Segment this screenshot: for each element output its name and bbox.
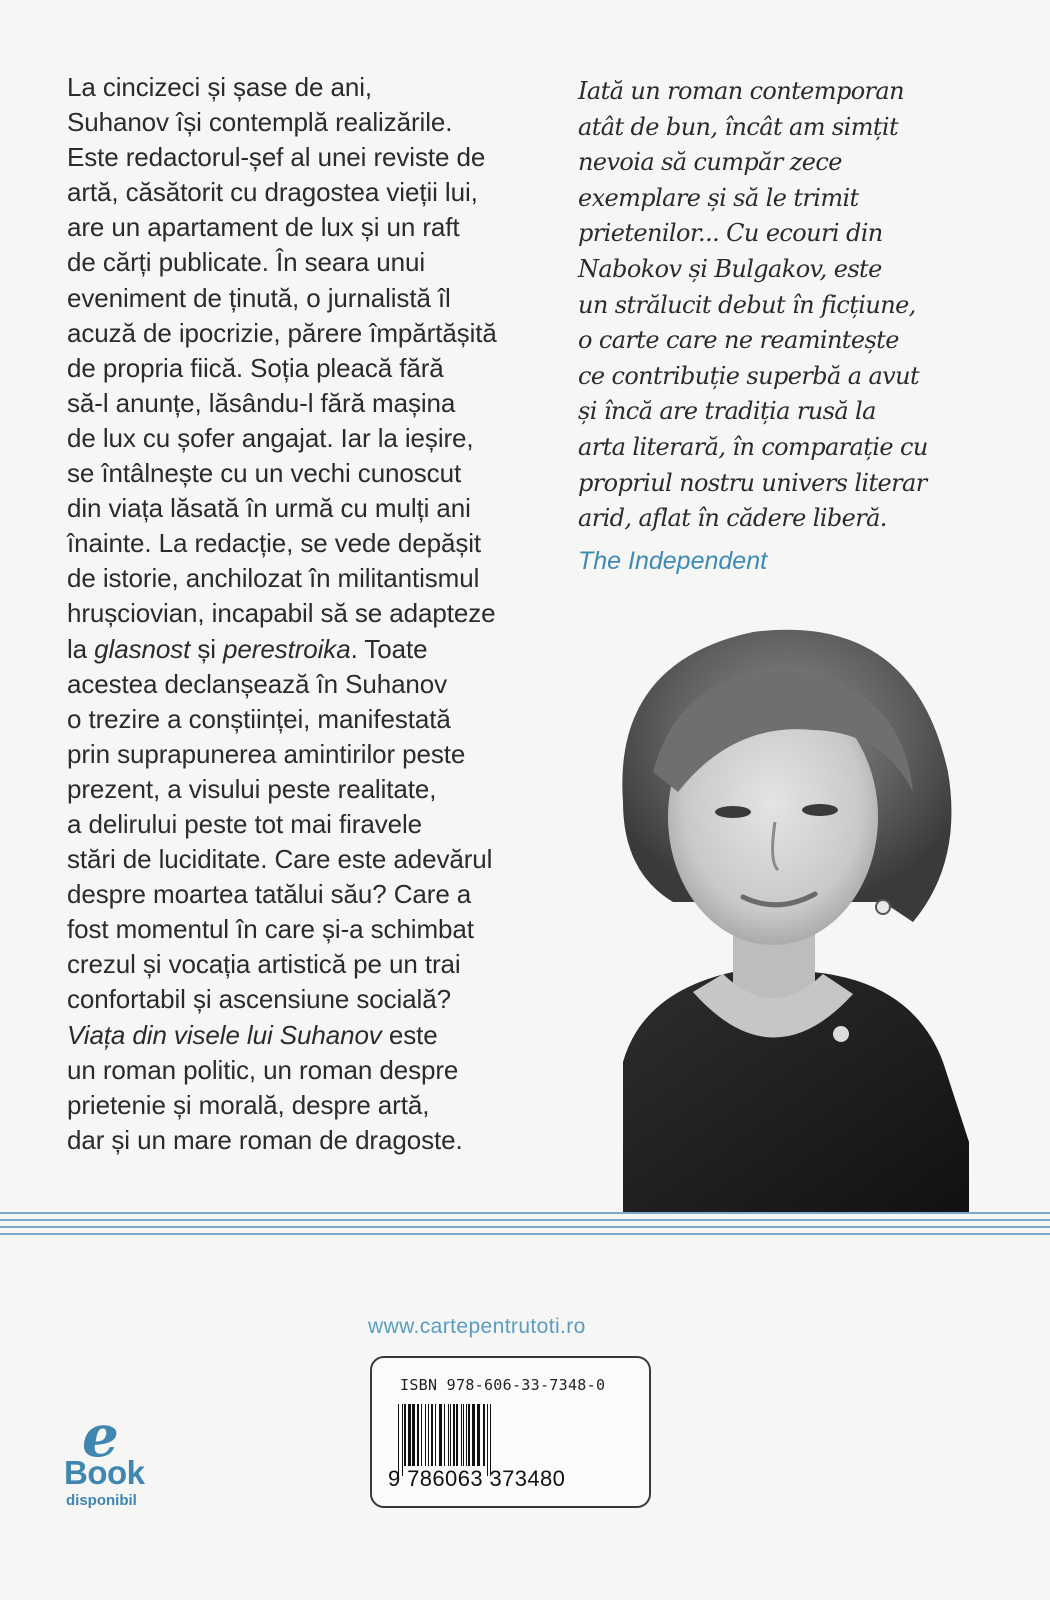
- barcode-bar: [435, 1404, 436, 1466]
- quote-line: atât de bun, încât am simțit: [578, 112, 899, 141]
- barcode-bar: [477, 1404, 480, 1466]
- blurb-text-run: . Toate: [350, 633, 428, 664]
- blurb-line: a delirului peste tot mai firavele: [67, 808, 423, 839]
- pin-badge: [833, 1026, 849, 1042]
- blurb-text-run: este: [381, 1019, 438, 1050]
- blurb-line-mixed: [67, 1018, 527, 1053]
- divider-line: [0, 1212, 1050, 1214]
- quote-line: prietenilor... Cu ecouri din: [578, 219, 883, 248]
- barcode-bar: [450, 1404, 451, 1466]
- quote-line: exemplare și să le trimit: [578, 183, 859, 212]
- publisher-website[interactable]: www.cartepentrutoti.ro: [368, 1315, 586, 1338]
- quote-line: un strălucit debut în ficțiune,: [578, 290, 916, 319]
- blurb-line: de lux cu șofer angajat. Iar la ieșire,: [67, 422, 474, 453]
- blurb-line: să-l anunțe, lăsându-l fără mașina: [67, 387, 456, 418]
- divider-line: [0, 1233, 1050, 1235]
- barcode-bar: [408, 1404, 411, 1466]
- quote-line: o carte care ne reamintește: [578, 326, 899, 355]
- quote-line: Nabokov și Bulgakov, este: [578, 254, 882, 283]
- ebook-book-word: Book: [64, 1454, 145, 1491]
- blurb-line: fost momentul în care și-a schimbat: [67, 914, 474, 945]
- blurb-line: o trezire a conștiinței, manifestată: [67, 703, 451, 734]
- blurb-line: de istorie, anchilozat în militantismul: [67, 563, 480, 594]
- ebook-logo: [60, 1402, 170, 1520]
- blurb-line-mixed: [67, 632, 527, 667]
- ebook-e-letter: e: [82, 1402, 119, 1470]
- quote-line: arta literară, în comparație cu: [578, 432, 928, 461]
- press-quote: [578, 74, 938, 576]
- barcode-bar: [428, 1404, 429, 1466]
- blurb-line: Suhanov își contemplă realizările.: [67, 107, 453, 138]
- blurb-text-run: la: [67, 633, 95, 664]
- barcode-bar: [468, 1404, 470, 1466]
- barcode-bar: [439, 1404, 442, 1466]
- left-eye: [715, 806, 751, 818]
- quote-line: Iată un roman contemporan: [578, 77, 904, 105]
- barcode-bar: [448, 1404, 449, 1466]
- barcode-digits: 9 786063 373480: [388, 1466, 566, 1491]
- quote-source: The Independent: [578, 546, 768, 575]
- blurb-line: are un apartament de lux și un raft: [67, 212, 460, 243]
- blurb-line: din viața lăsată în urmă cu mulți ani: [67, 493, 471, 524]
- quote-line: nevoia să cumpăr zece: [578, 148, 842, 177]
- barcode-bar: [466, 1404, 467, 1466]
- blurb-line: de propria fiică. Soția pleacă fără: [67, 352, 444, 383]
- blurb-line: dar și un mare roman de dragoste.: [67, 1124, 463, 1155]
- barcode-bar: [463, 1404, 464, 1466]
- blurb-line: stări de luciditate. Care este adevărul: [67, 844, 493, 875]
- quote-line: ce contribuție superbă a avut: [578, 361, 920, 390]
- barcode-bar: [444, 1404, 445, 1466]
- blurb-line: de cărți publicate. În seara unui: [67, 247, 426, 278]
- glasnost-term: glasnost: [94, 633, 191, 664]
- barcode-bar: [417, 1404, 419, 1466]
- blurb-line: prietenie și morală, despre artă,: [67, 1089, 430, 1120]
- barcode-bar: [425, 1404, 426, 1466]
- divider-rules: [0, 1212, 1050, 1238]
- blurb-line: Este redactorul-șef al unei reviste de: [67, 142, 486, 173]
- barcode-bar: [483, 1404, 485, 1466]
- divider-line: [0, 1219, 1050, 1221]
- barcode-bar: [412, 1404, 415, 1466]
- right-eye: [802, 804, 838, 816]
- blurb-line: artă, căsătorit cu dragostea vieții lui,: [67, 177, 478, 208]
- blurb-line: prin suprapunerea amintirilor peste: [67, 738, 466, 769]
- blurb-line: confortabil și ascensiune socială?: [67, 984, 451, 1015]
- isbn-barcode-box: [370, 1356, 651, 1508]
- barcode-bar: [461, 1404, 462, 1466]
- blurb-line: eveniment de ținută, o jurnalistă îl: [67, 282, 451, 313]
- blurb-line: se întâlnește cu un vechi cunoscut: [67, 458, 462, 489]
- book-title: Viața din visele lui Suhanov: [67, 1019, 382, 1050]
- quote-line: și încă are tradiția rusă la: [578, 397, 876, 426]
- blurb-text-run: și: [190, 633, 224, 664]
- blurb-line: La cincizeci și șase de ani,: [67, 72, 373, 102]
- earring: [876, 900, 890, 914]
- blurb-text: [67, 70, 527, 1158]
- barcode-bar: [421, 1404, 422, 1466]
- barcode-bar: [431, 1404, 433, 1466]
- blurb-line: despre moartea tatălui său? Care a: [67, 879, 472, 910]
- perestroika-term: perestroika: [223, 633, 351, 664]
- blurb-line: crezul și vocația artistică pe un trai: [67, 949, 461, 980]
- blurb-line: un roman politic, un roman despre: [67, 1054, 459, 1085]
- blurb-line: acestea declanșează în Suhanov: [67, 668, 448, 699]
- barcode-bar: [453, 1404, 455, 1466]
- quote-line: propriul nostru univers literar: [578, 468, 927, 497]
- quote-line: arid, aflat în cădere liberă.: [578, 504, 887, 533]
- author-portrait: [583, 602, 969, 1213]
- blurb-line: prezent, a visului peste realitate,: [67, 773, 437, 804]
- blurb-line: acuză de ipocrizie, părere împărtășită: [67, 317, 497, 348]
- barcode-bar: [456, 1404, 458, 1466]
- barcode-bar: [404, 1404, 406, 1466]
- isbn-label: ISBN 978-606-33-7348-0: [400, 1376, 606, 1394]
- blurb-line: înainte. La redacție, se vede depășit: [67, 528, 482, 559]
- ebook-caption: disponibil: [66, 1492, 137, 1509]
- barcode-bar: [472, 1404, 475, 1466]
- divider-line: [0, 1226, 1050, 1228]
- blurb-line: hrușciovian, incapabil să se adapteze: [67, 598, 496, 629]
